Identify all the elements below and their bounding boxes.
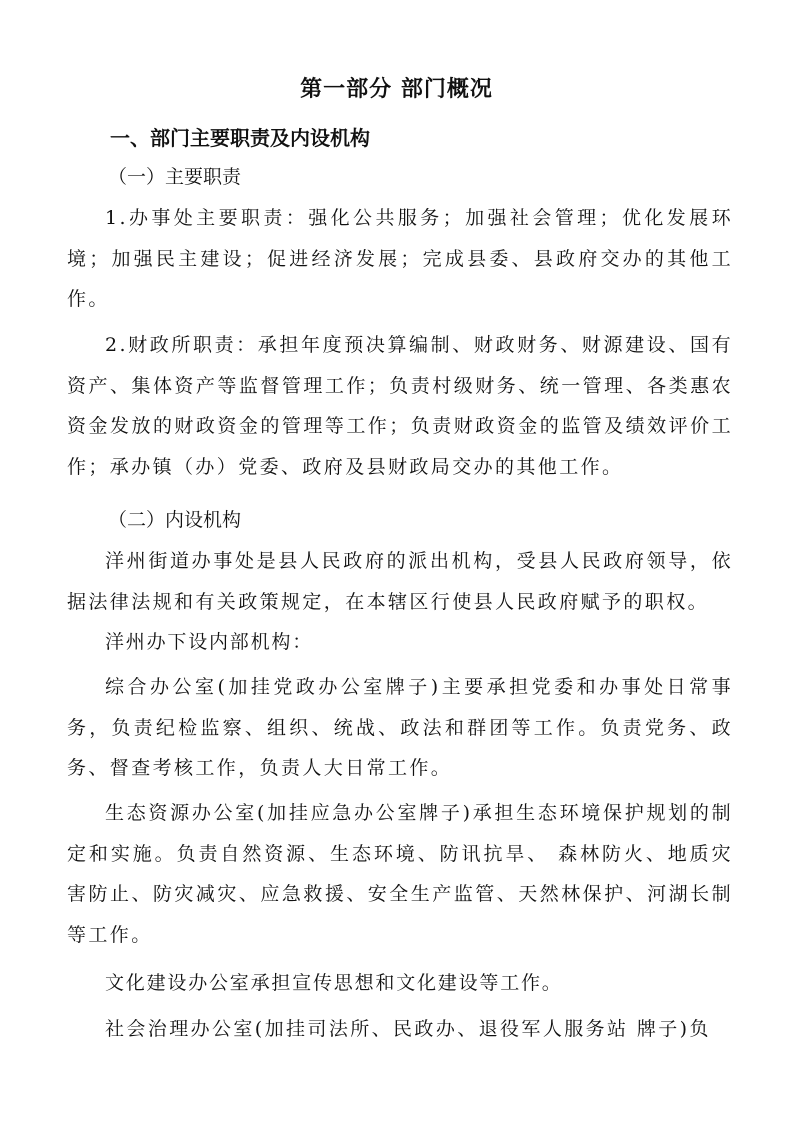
paragraph-finance-duties: 2.财政所职责：承担年度预决算编制、财政财务、财源建设、国有资产、集体资产等监督管理工作；负责村级财务、统一管理、各类惠农资金发放的财政资金的管理等工作；负责财政资金的监管及绩效评价工作；承办镇（办）党委、政府及县财政局交办的其他工作。 [67, 334, 733, 478]
section-heading-duties-and-structure: 一、部门主要职责及内设机构 [110, 126, 370, 150]
subheading-internal-structure: （二）内设机构 [108, 509, 242, 531]
paragraph-general-office: 综合办公室(加挂党政办公室牌子)主要承担党委和办事处日常事务，负责纪检监察、组织、统战、政法和群团等工作。负责党务、政务、督查考核工作，负责人大日常工作。 [67, 676, 733, 779]
paragraph-agency-intro: 洋州街道办事处是县人民政府的派出机构，受县人民政府领导，依据法律法规和有关政策规定，在本辖区行使县人民政府赋予的职权。 [67, 550, 733, 613]
paragraph-internal-units-intro: 洋州办下设内部机构： [105, 631, 314, 653]
paragraph-culture-office: 文化建设办公室承担宣传思想和文化建设等工作。 [105, 972, 563, 994]
page-title: 第一部分 部门概况 [300, 77, 493, 102]
subheading-main-duties: （一）主要职责 [108, 166, 242, 188]
paragraph-social-governance-office: 社会治理办公室(加挂司法所、民政办、退役军人服务站 牌子)负 [105, 1018, 711, 1040]
paragraph-ecology-office: 生态资源办公室(加挂应急办公室牌子)承担生态环境保护规划的制定和实施。负责自然资源、生态环境、防讯抗旱、 森林防火、地质灾害防止、防灾减灾、应急救援、安全生产监管、天然林保护、河湖长制等工作。 [67, 802, 733, 946]
paragraph-office-duties: 1.办事处主要职责：强化公共服务；加强社会管理；优化发展环境；加强民主建设；促进经济发展；完成县委、县政府交办的其他工作。 [67, 207, 733, 310]
